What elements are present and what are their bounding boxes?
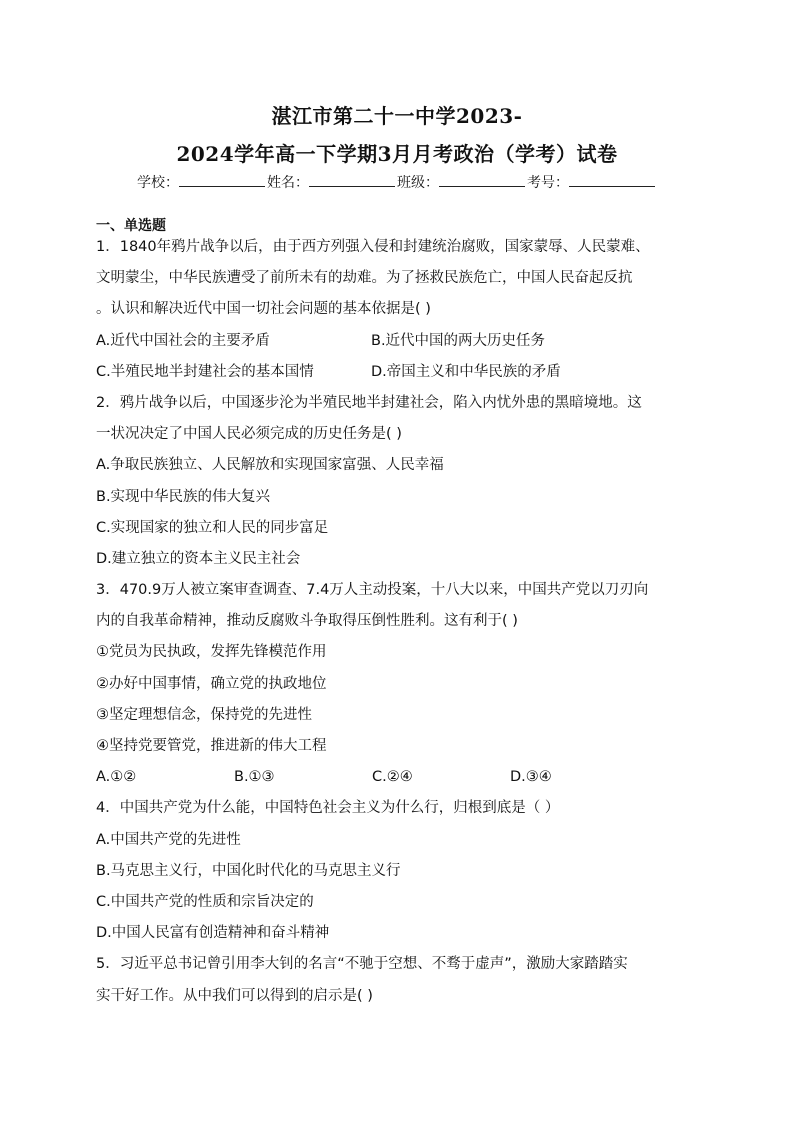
- question-1-options-row-1: [96, 326, 706, 357]
- q4-option-a: A.中国共产党的先进性: [96, 831, 241, 848]
- q3-statement-4: ④坚持党要管党，推进新的伟大工程: [96, 738, 327, 754]
- class-label: 班级：: [397, 175, 439, 191]
- question-3-options-row: [96, 762, 706, 793]
- q3-option-a: A.①②: [96, 769, 137, 786]
- q3-statement-3: ③坚定理想信念，保持党的先进性: [96, 706, 312, 723]
- school-label: 学校：: [137, 175, 179, 191]
- q1-option-a: A.近代中国社会的主要矛盾: [96, 332, 270, 349]
- question-5-line-2: 实干好工作。从中我们可以得到的启示是( ): [96, 987, 373, 1004]
- q4-option-b: B.马克思主义行，中国化时代化的马克思主义行: [96, 862, 401, 879]
- q4-option-c: C.中国共产党的性质和宗旨决定的: [96, 893, 314, 910]
- q3-option-d: D.③④: [510, 769, 552, 786]
- school-blank: [179, 173, 265, 187]
- questions-body: [96, 232, 706, 1012]
- q1-option-c: C.半殖民地半封建社会的基本国情: [96, 363, 314, 380]
- exam-number-blank: [569, 173, 655, 187]
- section-title: 一、单选题: [96, 218, 166, 234]
- q2-option-a: A.争取民族独立、人民解放和实现国家富强、人民幸福: [96, 457, 444, 474]
- student-info-row: [0, 172, 794, 192]
- question-1-line-3: 。认识和解决近代中国一切社会问题的基本依据是( ): [96, 301, 431, 318]
- exam-title-line1: 湛江市第二十一中学2023-: [271, 104, 523, 128]
- q3-option-b: B.①③: [234, 769, 275, 786]
- q3-statement-1: ①党员为民执政，发挥先锋模范作用: [96, 644, 327, 661]
- name-blank: [309, 173, 395, 187]
- question-2-line-2: 一状况决定了中国人民必须完成的历史任务是( ): [96, 426, 402, 443]
- question-5-line-1: 5．习近平总书记曾引用李大钊的名言“不驰于空想、不骛于虚声”，激励大家踏踏实: [96, 956, 628, 973]
- q2-option-b: B.实现中华民族的伟大复兴: [96, 488, 271, 505]
- question-1-line-2: 文明蒙尘，中华民族遭受了前所未有的劫难。为了拯救民族危亡，中国人民奋起反抗: [96, 270, 633, 287]
- exam-title-line2: 2024学年高一下学期3月月考政治（学考）试卷: [176, 142, 618, 166]
- q1-option-d: D.帝国主义和中华民族的矛盾: [371, 363, 561, 380]
- q3-statement-2: ②办好中国事情，确立党的执政地位: [96, 675, 327, 692]
- q3-option-c: C.②④: [372, 769, 413, 786]
- question-3-line-1: 3．470.9万人被立案审查调查、7.4万人主动投案，十八大以来，中国共产党以刀刃向: [96, 582, 649, 599]
- name-label: 姓名：: [267, 175, 309, 191]
- q2-option-d: D.建立独立的资本主义民主社会: [96, 550, 301, 567]
- class-blank: [439, 173, 525, 187]
- question-2-line-1: 2．鸦片战争以后，中国逐步沦为半殖民地半封建社会，陷入内忧外患的黑暗境地。这: [96, 394, 642, 411]
- question-1-line-1: 1．1840年鸦片战争以后，由于西方列强入侵和封建统治腐败，国家蒙辱、人民蒙难、: [96, 239, 650, 255]
- question-3-line-2: 内的自我革命精神，推动反腐败斗争取得压倒性胜利。这有利于( ): [96, 613, 518, 630]
- q1-option-b: B.近代中国的两大历史任务: [371, 332, 546, 349]
- question-4-line-1: 4．中国共产党为什么能，中国特色社会主义为什么行，归根到底是（ ）: [96, 800, 560, 817]
- q4-option-d: D.中国人民富有创造精神和奋斗精神: [96, 925, 330, 942]
- question-1-options-row-2: [96, 357, 706, 388]
- exam-number-label: 考号：: [527, 175, 569, 191]
- q2-option-c: C.实现国家的独立和人民的同步富足: [96, 519, 329, 536]
